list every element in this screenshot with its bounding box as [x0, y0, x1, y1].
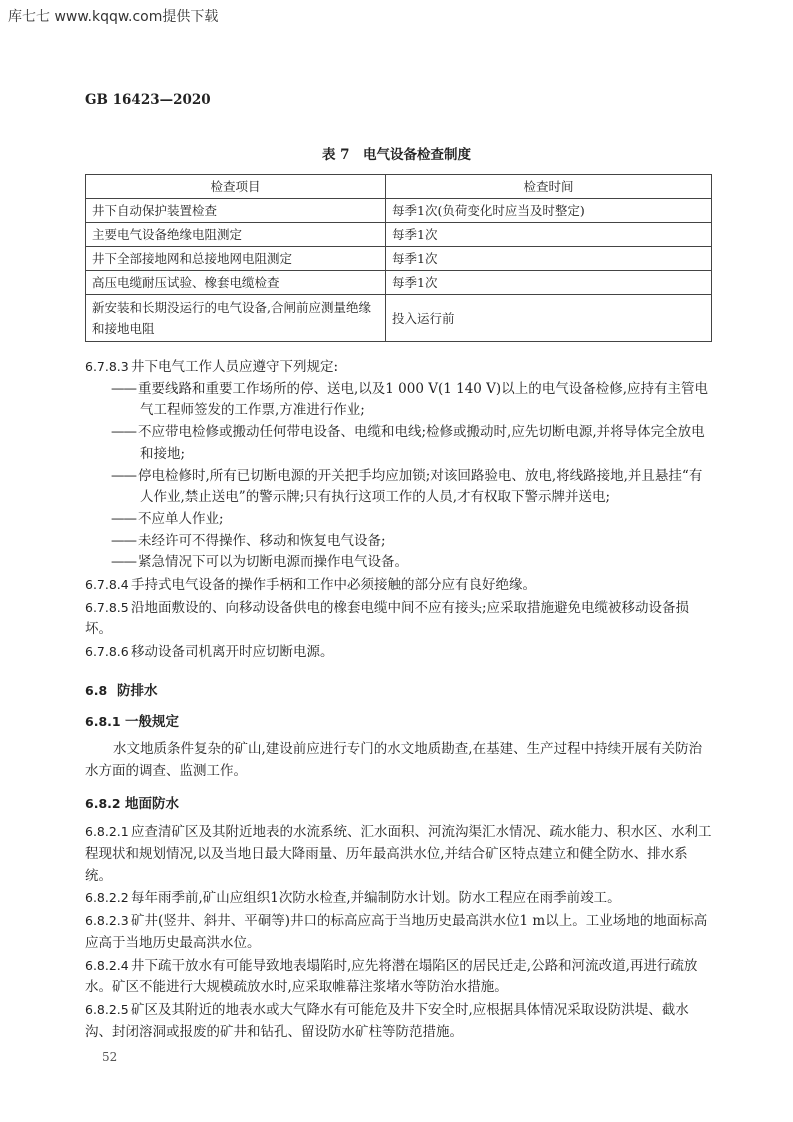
- clause-text: 井下电气工作人员应遵守下列规定:: [131, 359, 339, 375]
- clause-6784: [85, 574, 712, 597]
- table-row: [86, 271, 712, 295]
- table-row: [86, 247, 712, 271]
- list-item: —— 重要线路和重要工作场所的停、送电,以及1 000 V(1 140 V)以上的电气设备检修,应持有主管电气工程师签发的工作票,方准进行作业;: [114, 379, 712, 422]
- clause-number: 6.7.8.6: [85, 644, 129, 660]
- clause-text: 矿区及其附近的地表水或大气降水有可能危及井下安全时,应根据具体情况采取设防洪堤、截水沟、封闭溶洞或报废的矿井和钻孔、留设防水矿柱等防范措施。: [85, 1001, 689, 1040]
- clause-text: 应查清矿区及其附近地表的水流系统、汇水面积、河流沟渠汇水情况、疏水能力、积水区、水利工程现状和规划情况,以及当地日最大降雨量、历年最高洪水位,并结合矿区特点建立和健全防水、排水系统。: [85, 824, 712, 884]
- clause-number: 6.8.2.2: [85, 890, 129, 906]
- section-number: 6.8.1: [85, 713, 121, 729]
- table-row: [86, 295, 712, 342]
- table-row: [86, 199, 712, 223]
- section-title: 一般规定: [125, 713, 179, 730]
- clause-text: 每年雨季前,矿山应组织1次防水检查,并编制防水计划。防水工程应在雨季前竣工。: [131, 890, 621, 907]
- watermark: 库七七 www.kqqw.com提供下载: [8, 9, 219, 25]
- clause-6783: [85, 356, 712, 379]
- clause-number: 6.7.8.4: [85, 577, 129, 593]
- clause-number: 6.8.2.3: [85, 913, 129, 929]
- clause-text: 手持式电气设备的操作手柄和工作中必须接触的部分应有良好绝缘。: [131, 577, 536, 594]
- clause-number: 6.8.2.5: [85, 1001, 129, 1017]
- list-item: —— 未经许可不得操作、移动和恢复电气设备;: [114, 531, 712, 553]
- table-cell: 新安装和长期没运行的电气设备,合闸前应测量绝缘和接地电阻: [86, 295, 386, 342]
- clause-6821: [85, 821, 712, 887]
- list-item: —— 紧急情况下可以为切断电源而操作电气设备。: [114, 552, 712, 574]
- table-cell: 井下自动保护装置检查: [86, 199, 386, 223]
- table-cell: 井下全部接地网和总接地网电阻测定: [86, 247, 386, 271]
- section-heading-6-8: [85, 680, 712, 703]
- page-number: 52: [102, 1050, 118, 1065]
- column-header: 检查项目: [86, 175, 386, 199]
- clause-text: 井下疏干放水有可能导致地表塌陷时,应先将潜在塌陷区的居民迁走,公路和河流改道,再进行疏放水。矿区不能进行大规模疏放水时,应采取帷幕注浆堵水等防治水措施。: [85, 957, 698, 996]
- list-item: —— 不应带电检修或搬动任何带电设备、电缆和电线;检修或搬动时,应先切断电源,并将导体完全放电和接地;: [114, 422, 712, 465]
- section-heading-6-8-1: [85, 711, 712, 734]
- standard-number: GB 16423—2020: [85, 92, 211, 108]
- page-content: [85, 0, 712, 1095]
- table-cell: 投入运行前: [386, 295, 712, 342]
- clause-number: 6.7.8.3: [85, 359, 129, 374]
- clause-number: 6.7.8.5: [85, 599, 129, 615]
- clause-6822: [85, 887, 712, 910]
- table-cell: 每季1次(负荷变化时应当及时整定): [386, 199, 712, 223]
- table-cell: 主要电气设备绝缘电阻测定: [86, 223, 386, 247]
- table-cell: 每季1次: [386, 223, 712, 247]
- section-number: 6.8: [85, 682, 108, 698]
- clause-6786: [85, 641, 712, 664]
- clause-6785: [85, 597, 712, 641]
- section-title: 地面防水: [125, 795, 179, 812]
- section-title: 防排水: [117, 682, 158, 699]
- section-heading-6-8-2: [85, 793, 712, 816]
- inspection-table: [85, 174, 712, 342]
- clause-6824: [85, 955, 712, 999]
- clause-number: 6.8.2.4: [85, 957, 129, 973]
- table-cell: 高压电缆耐压试验、橡套电缆检查: [86, 271, 386, 295]
- document-body: [85, 356, 712, 1043]
- table-row: [86, 223, 712, 247]
- clause-text: 移动设备司机离开时应切断电源。: [131, 644, 334, 661]
- clause-6825: [85, 999, 712, 1043]
- clause-number: 6.8.2.1: [85, 824, 129, 840]
- table-cell: 每季1次: [386, 247, 712, 271]
- paragraph: 水文地质条件复杂的矿山,建设前应进行专门的水文地质勘查,在基建、生产过程中持续开展有关防治水方面的调查、监测工作。: [85, 741, 703, 779]
- clause-text: 矿井(竖井、斜井、平硐等)井口的标高应高于当地历史最高洪水位1 m以上。工业场地的地面标高应高于当地历史最高洪水位。: [85, 913, 708, 951]
- section-number: 6.8.2: [85, 795, 121, 811]
- list-item: —— 停电检修时,所有已切断电源的开关把手均应加锁;对该回路验电、放电,将线路接地,并且悬挂“有人作业,禁止送电”的警示牌;只有执行这项工作的人员,才有权取下警示牌并送电;: [114, 466, 712, 509]
- table-header-row: [86, 175, 712, 199]
- table-cell: 每季1次: [386, 271, 712, 295]
- table-title: 表 7 电气设备检查制度: [321, 147, 472, 163]
- clause-6823: [85, 910, 712, 954]
- list-item: —— 不应单人作业;: [114, 509, 712, 531]
- clause-text: 沿地面敷设的、向移动设备供电的橡套电缆中间不应有接头;应采取措施避免电缆被移动设备损坏。: [85, 599, 690, 638]
- column-header: 检查时间: [386, 175, 712, 199]
